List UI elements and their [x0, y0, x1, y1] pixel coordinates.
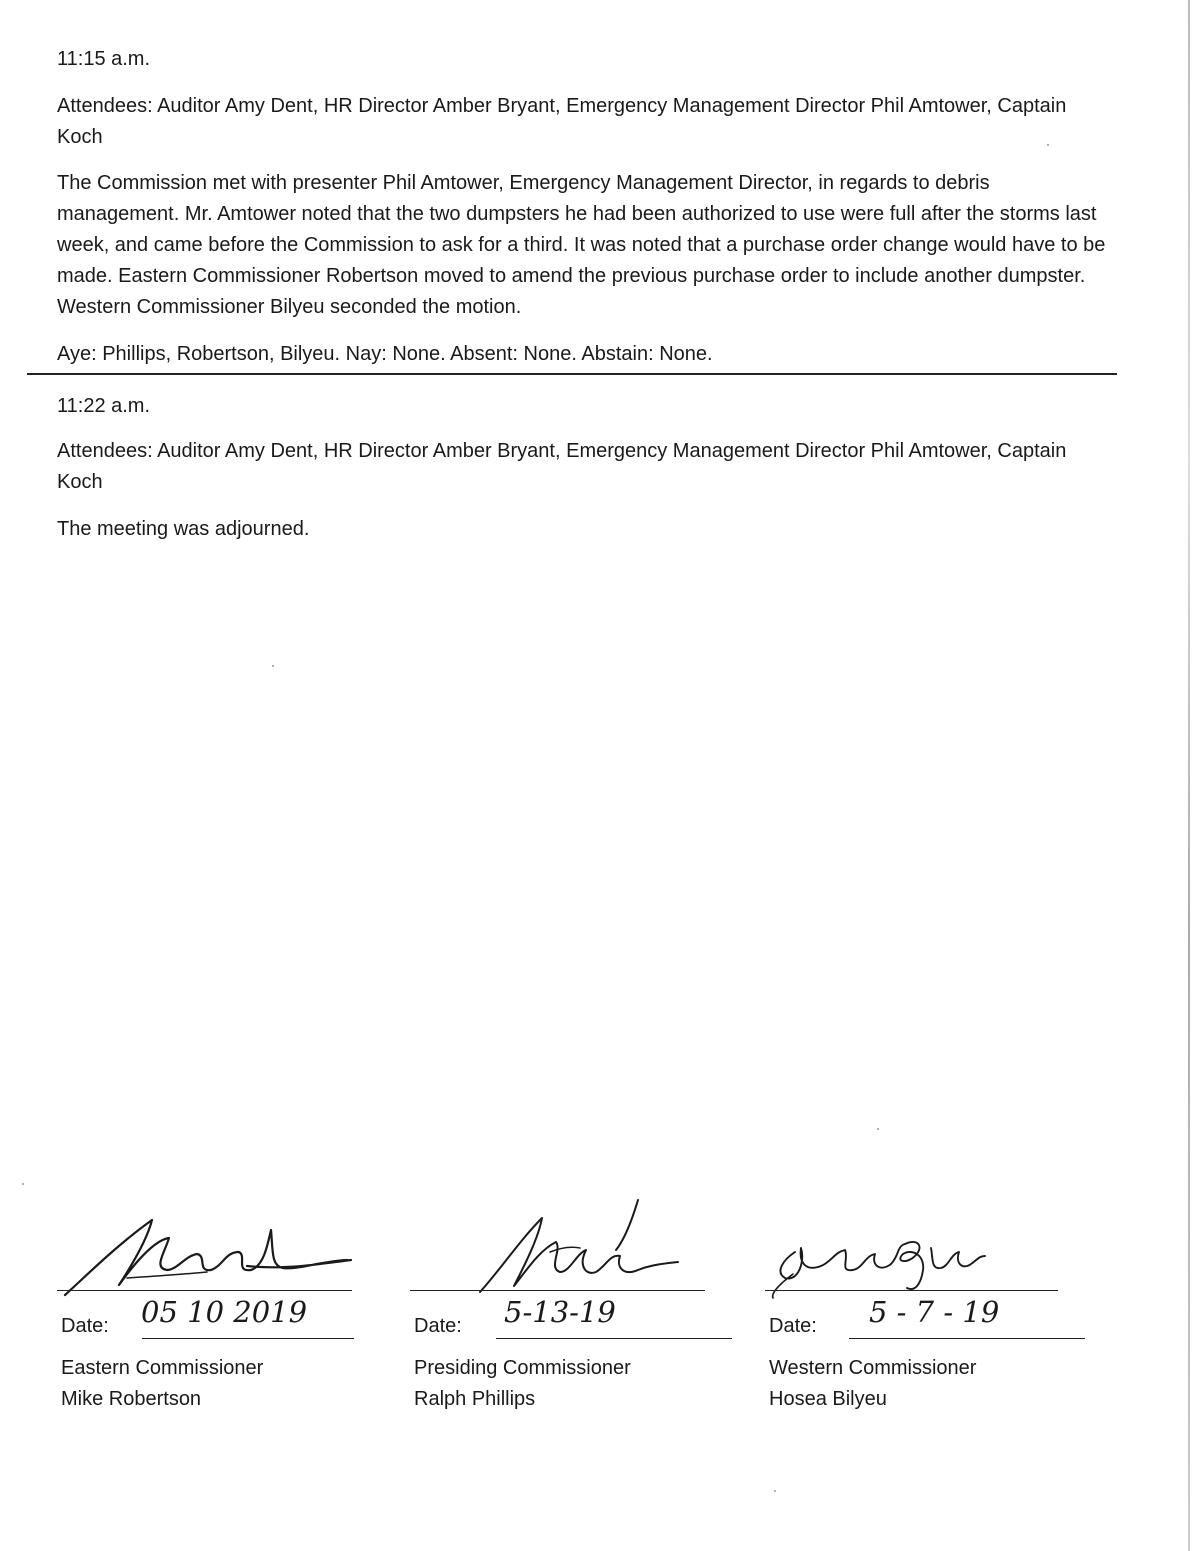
entry-time: 11:22 a.m.: [57, 395, 151, 417]
section-divider: [27, 373, 1117, 375]
signer-info: [414, 1353, 631, 1415]
date-field: [769, 1295, 1000, 1340]
handwritten-signature-phillips: [410, 1190, 710, 1300]
date-label: Date:: [769, 1315, 817, 1337]
signer-title: Eastern Commissioner: [61, 1357, 264, 1379]
scan-edge: [1188, 0, 1190, 1551]
signer-name: Hosea Bilyeu: [769, 1388, 887, 1410]
entry-body: The meeting was adjourned.: [57, 518, 310, 540]
handwritten-date: 5-13-19: [504, 1295, 616, 1329]
signer-title: Western Commissioner: [769, 1357, 977, 1379]
handwritten-signature-bilyeu: [765, 1190, 1065, 1300]
date-label: Date:: [61, 1315, 109, 1337]
signer-name: Mike Robertson: [61, 1388, 202, 1410]
date-line: [849, 1338, 1085, 1339]
scan-speck: [1047, 144, 1049, 146]
date-label: Date:: [414, 1315, 462, 1337]
date-field: [61, 1295, 308, 1340]
date-field: [414, 1295, 616, 1340]
handwritten-date: 5 - 7 - 19: [869, 1295, 1000, 1329]
scan-speck: [774, 1490, 776, 1492]
signature-block-western: [765, 1190, 1065, 1430]
handwritten-date: 05 10 2019: [141, 1295, 308, 1329]
entry-time: 11:15 a.m.: [57, 48, 151, 70]
handwritten-signature-robertson: [57, 1190, 357, 1300]
signature-block-eastern: [57, 1190, 357, 1430]
signature-line: [57, 1290, 352, 1291]
date-line: [496, 1338, 732, 1339]
scan-speck: [272, 665, 274, 667]
signer-info: [61, 1353, 263, 1415]
signature-line: [765, 1290, 1058, 1291]
scan-speck: [877, 1128, 879, 1130]
signer-name: Ralph Phillips: [414, 1388, 536, 1410]
signature-block-presiding: [410, 1190, 710, 1430]
entry-attendees: Attendees: Auditor Amy Dent, HR Director Amber Bryant, Emergency Management Director Phil Amtower, Captain Koch: [57, 440, 1067, 493]
date-line: [142, 1338, 354, 1339]
entry-attendees: Attendees: Auditor Amy Dent, HR Director Amber Bryant, Emergency Management Director Phil Amtower, Captain Koch: [57, 95, 1067, 148]
scan-speck: [22, 1183, 24, 1185]
entry-vote: Aye: Phillips, Robertson, Bilyeu. Nay: None. Absent: None. Abstain: None.: [57, 343, 713, 365]
signature-line: [410, 1290, 705, 1291]
signer-info: [769, 1353, 976, 1415]
entry-body: The Commission met with presenter Phil Amtower, Emergency Management Director, in regards to debris management. Mr. Amtower noted that the two dumpsters he had been authorized to use were full after the storms last week, and came before the Commission to ask for a third. It was noted that a purchase order change would have to be made. Eastern Commissioner Robertson moved to amend the previous purchase order to include another dumpster. Western Commissioner Bilyeu seconded the motion.: [57, 172, 1106, 318]
signer-title: Presiding Commissioner: [414, 1357, 631, 1379]
